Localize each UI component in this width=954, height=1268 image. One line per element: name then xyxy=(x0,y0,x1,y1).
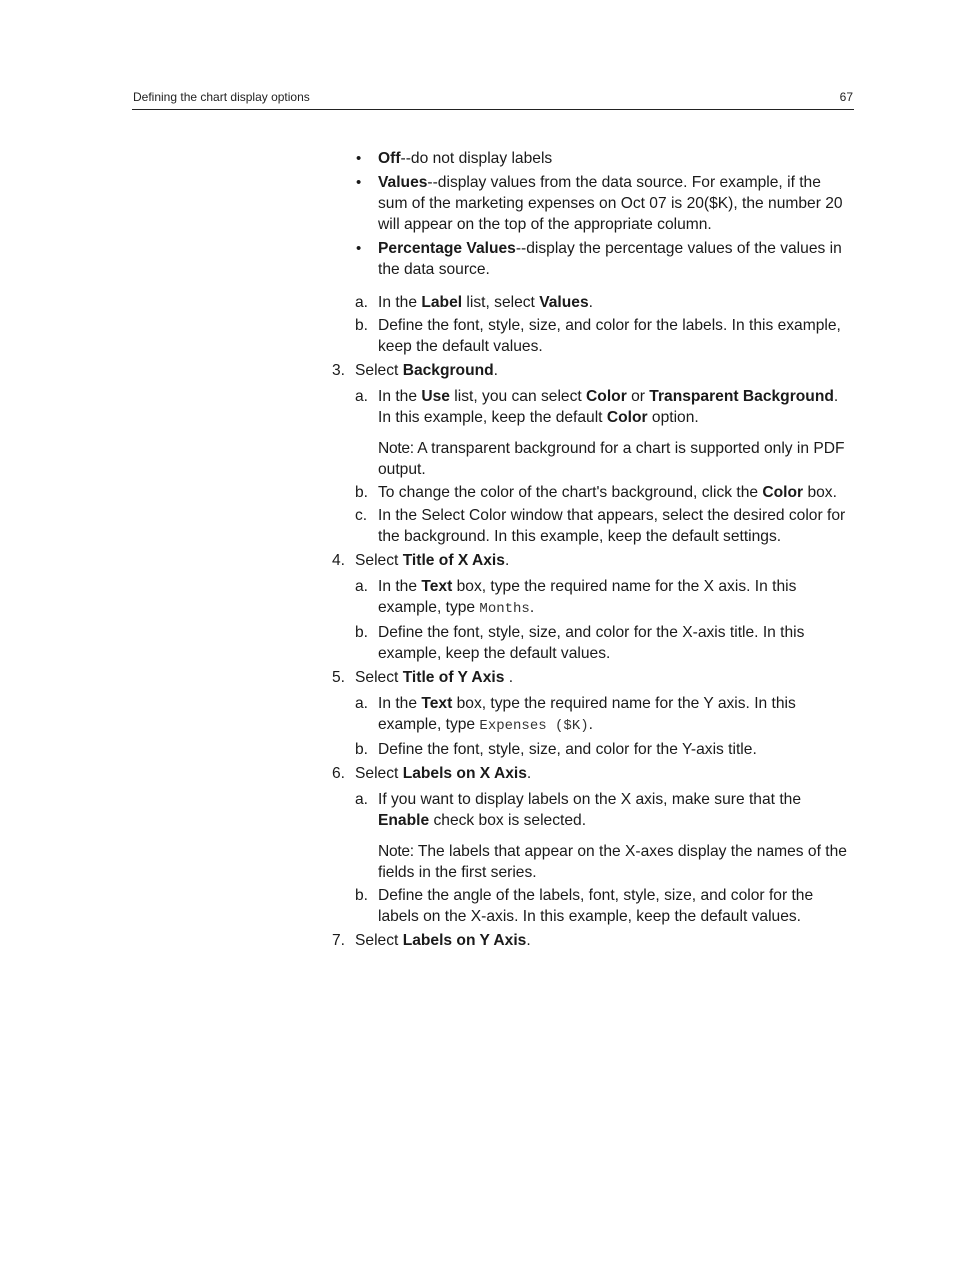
step-number: 6. xyxy=(332,765,346,782)
substep-use-list: a. In the Use list, you can select Color or Transparent Background. In this example, keep the default Color option. xyxy=(355,388,839,426)
substep-marker: a. xyxy=(355,388,369,405)
substep-text: Define the angle of the labels, font, style, size, and color for the labels on the X-axis. In this example, keep the default values. xyxy=(378,887,814,925)
bullet-item-percentage-values xyxy=(332,238,854,280)
substep-marker: b. xyxy=(355,624,369,641)
ui-term: Values xyxy=(539,294,589,311)
ui-term: Labels on Y Axis xyxy=(402,932,527,949)
substep-text: Define the font, style, size, and color for the Y-axis title. xyxy=(378,741,757,758)
option-description: --do not display labels xyxy=(400,150,553,167)
step-number: 7. xyxy=(332,932,346,949)
step-number: 5. xyxy=(332,669,346,686)
substep-text: Define the font, style, size, and color for the X-axis title. In this example, keep the default values. xyxy=(378,624,805,662)
bullet-item-off xyxy=(332,148,854,169)
ui-term: Labels on X Axis xyxy=(402,765,527,782)
document-body xyxy=(332,148,854,956)
substep-marker: c. xyxy=(355,507,368,524)
substep-marker: a. xyxy=(355,791,369,808)
step-background: 3. Select Background. xyxy=(332,362,499,379)
bullet-icon: • xyxy=(356,240,362,257)
page-header xyxy=(132,89,854,110)
substep-marker: b. xyxy=(355,887,369,904)
code-sample: Expenses ($K) xyxy=(479,718,589,734)
code-sample: Months xyxy=(479,601,530,617)
option-name: Values xyxy=(378,174,428,191)
ui-term: Title of X Axis xyxy=(402,552,505,569)
page-number: 67 xyxy=(839,90,853,104)
substep-marker: b. xyxy=(355,317,369,334)
step-title-y-axis: 5. Select Title of Y Axis . xyxy=(332,669,514,686)
substep-y-axis-font xyxy=(332,739,854,760)
substep-marker: a. xyxy=(355,695,369,712)
step-title-x-axis: 4. Select Title of X Axis. xyxy=(332,552,510,569)
substep-marker: b. xyxy=(355,484,369,501)
option-description: --display values from the data source. For example, if the sum of the marketing expenses on Oct 07 is 20($K), the number 20 will appear on the top of the appropriate column. xyxy=(378,174,843,233)
substep-marker: a. xyxy=(355,294,369,311)
ui-term: Background xyxy=(402,362,494,379)
note-transparent-background xyxy=(332,438,854,480)
step-labels-x-axis: 6. Select Labels on X Axis. xyxy=(332,765,532,782)
running-title: Defining the chart display options xyxy=(133,90,310,104)
step-number: 3. xyxy=(332,362,346,379)
option-name: Percentage Values xyxy=(378,240,516,257)
note-text: A transparent background for a chart is supported only in PDF output. xyxy=(378,440,845,478)
substep-label-font xyxy=(332,315,854,357)
substep-x-axis-label-angle xyxy=(332,885,854,927)
substep-color-box: b. To change the color of the chart's background, click the Color box. xyxy=(355,484,837,501)
ui-term: Title of Y Axis xyxy=(402,669,505,686)
note-label: Note: xyxy=(378,440,414,457)
bullet-icon: • xyxy=(356,150,362,167)
note-x-axes-labels xyxy=(332,841,854,883)
step-labels-y-axis: 7. Select Labels on Y Axis. xyxy=(332,932,531,949)
option-name: Off xyxy=(378,150,401,167)
substep-y-axis-text: a. In the Text box, type the required name for the Y axis. In this example, type Expenses ($K). xyxy=(355,695,796,734)
substep-x-axis-text: a. In the Text box, type the required name for the X axis. In this example, type Months. xyxy=(355,578,797,617)
option-description: --display the percentage values of the values in the data source. xyxy=(378,240,842,278)
substep-enable-checkbox: a. If you want to display labels on the X axis, make sure that the Enable check box is selected. xyxy=(355,791,801,829)
substep-x-axis-font xyxy=(332,622,854,664)
substep-marker: b. xyxy=(355,741,369,758)
substep-marker: a. xyxy=(355,578,369,595)
step-number: 4. xyxy=(332,552,346,569)
substep-select-color-window xyxy=(332,505,854,547)
bullet-item-values xyxy=(332,172,854,235)
substep-text: In the Select Color window that appears, select the desired color for the background. In this example, keep the default settings. xyxy=(378,507,846,545)
bullet-icon: • xyxy=(356,174,362,191)
note-label: Note: xyxy=(378,843,414,860)
ui-term: Label xyxy=(421,294,463,311)
note-text: The labels that appear on the X-axes display the names of the fields in the first series. xyxy=(378,843,847,881)
substep-label-list: a. In the Label list, select Values. xyxy=(355,294,593,311)
substep-text: Define the font, style, size, and color for the labels. In this example, keep the default values. xyxy=(378,317,841,355)
